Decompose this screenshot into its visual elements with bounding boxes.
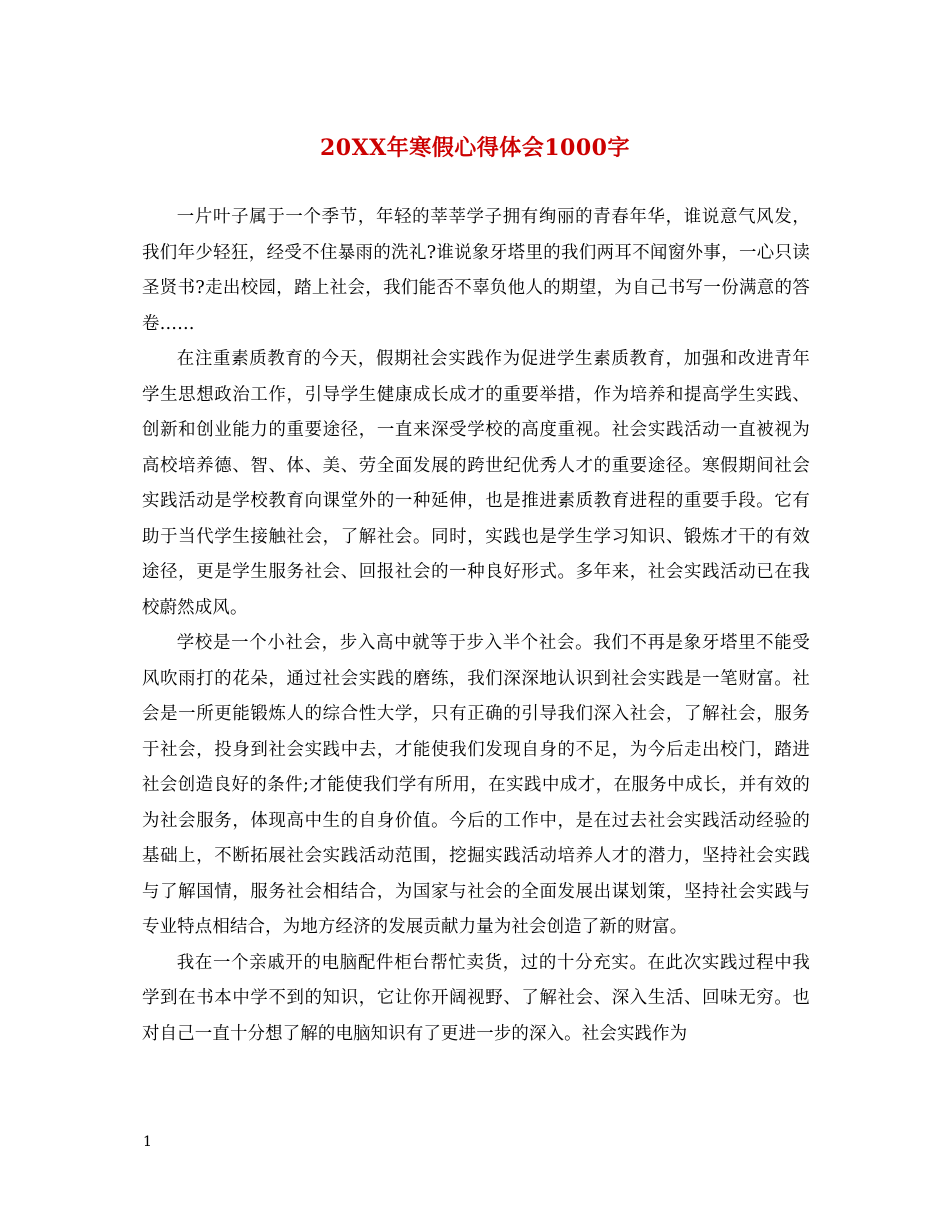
paragraph-1: 一片叶子属于一个季节，年轻的莘莘学子拥有绚丽的青春年华，谁说意气风发，我们年少轻狂，经受不住暴雨的洗礼?谁说象牙塔里的我们两耳不闻窗外事，一心只读圣贤书?走出校园，踏上社会，我们能否不辜负他人的期望，为自己书写一份满意的答卷…… xyxy=(142,207,810,334)
document-title: 20XX年寒假心得体会1000字 xyxy=(320,135,630,161)
paragraph-2: 在注重素质教育的今天，假期社会实践作为促进学生素质教育，加强和改进青年学生思想政治工作，引导学生健康成长成才的重要举措，作为培养和提高学生实践、创新和创业能力的重要途径，一直来深受学校的高度重视。社会实践活动一直被视为高校培养德、智、体、美、劳全面发展的跨世纪优秀人才的重要途径。寒假期间社会实践活动是学校教育向课堂外的一种延伸，也是推进素质教育进程的重要手段。它有助于当代学生接触社会，了解社会。同时，实践也是学生学习知识、锻炼才干的有效途径，更是学生服务社会、回报社会的一种良好形式。多年来，社会实践活动已在我校蔚然成风。 xyxy=(142,349,810,618)
document-body xyxy=(142,200,810,1052)
page-number: 1 xyxy=(143,1134,152,1150)
paragraph-3: 学校是一个小社会，步入高中就等于步入半个社会。我们不再是象牙塔里不能受风吹雨打的花朵，通过社会实践的磨练，我们深深地认识到社会实践是一笔财富。社会是一所更能锻炼人的综合性大学，只有正确的引导我们深入社会，了解社会，服务于社会，投身到社会实践中去，才能使我们发现自身的不足，为今后走出校门，踏进社会创造良好的条件;才能使我们学有所用，在实践中成才，在服务中成长，并有效的为社会服务，体现高中生的自身价值。今后的工作中，是在过去社会实践活动经验的基础上，不断拓展社会实践活动范围，挖掘实践活动培养人才的潜力，坚持社会实践与了解国情，服务社会相结合，为国家与社会的全面发展出谋划策，坚持社会实践与专业特点相结合，为地方经济的发展贡献力量为社会创造了新的财富。 xyxy=(142,633,810,937)
paragraph-4: 我在一个亲戚开的电脑配件柜台帮忙卖货，过的十分充实。在此次实践过程中我学到在书本中学不到的知识，它让你开阔视野、了解社会、深入生活、回味无穷。也对自己一直十分想了解的电脑知识有了更进一步的深入。社会实践作为 xyxy=(142,952,810,1044)
